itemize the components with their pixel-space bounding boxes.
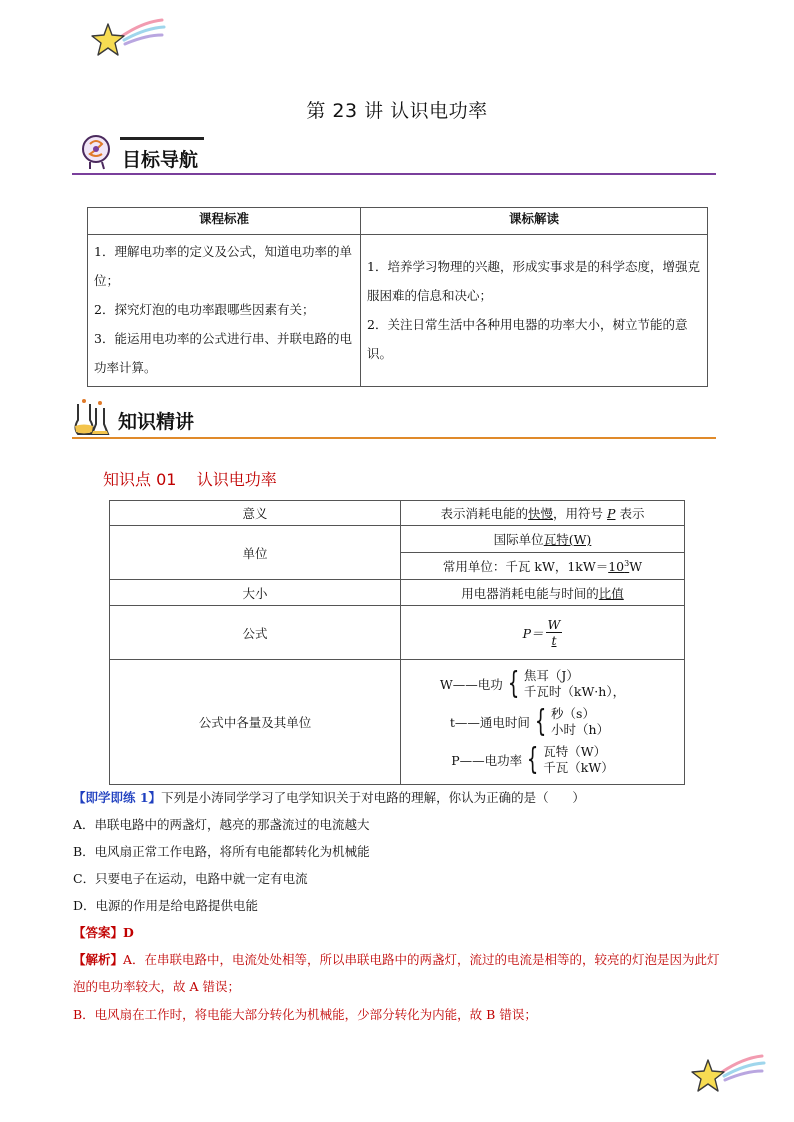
unit-label: 单位 — [110, 526, 401, 580]
unit-second: 秒（s） — [551, 706, 595, 721]
goal-table-header-interpretation: 课标解读 — [361, 208, 708, 235]
unit-intl-name-b: W) — [573, 532, 592, 547]
unit-joule: 焦耳（J） — [523, 668, 579, 683]
star-decoration-icon — [688, 1050, 768, 1096]
unit-hour: 小时（h） — [551, 722, 610, 737]
goal-table-standards-cell — [88, 235, 361, 387]
meaning-value — [401, 501, 685, 526]
quantities-label: 公式中各量及其单位 — [110, 660, 401, 785]
unit-common-unit: W — [629, 559, 643, 574]
size-value — [401, 580, 685, 606]
goal-table-header-standard: 课程标准 — [88, 208, 361, 235]
knowledge-section-label: 知识精讲 — [118, 411, 195, 433]
goal-section-label: 目标导航 — [122, 149, 199, 171]
knowledge-point-title: 知识点 01 认识电功率 — [103, 470, 277, 489]
goal-section-rule — [72, 173, 716, 175]
standard-item: 1．理解电功率的定义及公式，知道电功率的单位； — [94, 244, 352, 288]
goal-section-label-bg — [120, 137, 204, 140]
unit-intl-text: 国际单位 — [493, 532, 544, 547]
formula-numerator: W — [547, 617, 561, 632]
exercise-question-text: 下列是小涛同学学习了电学知识关于对电路的理解，你认为正确的是（ ） — [161, 790, 585, 805]
exercise-option-b: B．电风扇正常工作电路，将所有电能都转化为机械能 — [73, 844, 370, 859]
size-keyword: 比值 — [598, 585, 624, 601]
unit-common-value — [608, 559, 629, 574]
meaning-text-c: ，用符号 — [553, 506, 604, 521]
quantity-t-row — [375, 706, 684, 738]
meaning-text-e: 表示 — [619, 506, 645, 521]
exercise-option-a: A．串联电路中的两盏灯，越亮的那盏流过的电流越大 — [73, 817, 370, 832]
unit-common-exponent: 3 — [624, 558, 630, 568]
quantity-t-name: t——通电时间 — [449, 715, 530, 730]
unit-common-base: 10 — [608, 559, 625, 574]
size-text: 用电器消耗电能与时间的 — [461, 585, 599, 601]
quantity-t-units — [551, 706, 609, 738]
unit-watt: 瓦特（W） — [543, 744, 607, 759]
exercise-analysis-a — [73, 946, 723, 1000]
meaning-keyword: 快慢 — [528, 506, 554, 521]
flask-icon — [70, 398, 112, 438]
unit-kilowatt: 千瓦（kW） — [543, 760, 614, 775]
exercise-tag: 【即学即练 1】 — [73, 790, 162, 805]
standard-item: 3．能运用电功率的公式进行串、并联电路的电功率计算。 — [94, 331, 352, 375]
formula-denominator: t — [551, 633, 557, 648]
exercise-analysis-b: B．电风扇在工作时，将电能大部分转化为机械能，少部分转化为内能，故 B 错误； — [73, 1007, 537, 1022]
brace-icon: { — [534, 704, 547, 739]
exercise-question — [73, 784, 585, 811]
analysis-tag: 【解析】 — [73, 952, 124, 967]
knowledge-table — [109, 500, 685, 785]
meaning-label: 意义 — [110, 501, 401, 526]
unit-intl-name-a: 瓦特( — [543, 532, 574, 547]
goal-table-interpretation-cell — [361, 235, 708, 387]
interpretation-item: 1．培养学习物理的兴趣，形成实事求是的科学态度，增强克服困难的信息和决心； — [367, 258, 700, 303]
quantity-p-units — [543, 744, 613, 776]
standard-item: 2．探究灯泡的电功率跟哪些因素有关； — [94, 302, 315, 317]
unit-common — [401, 553, 685, 580]
size-label: 大小 — [110, 580, 401, 606]
quantity-p-row — [381, 744, 684, 776]
knowledge-section-rule — [72, 437, 716, 439]
exercise-option-d: D．电源的作用是给电路提供电能 — [73, 898, 259, 913]
unit-international — [401, 526, 685, 553]
unit-kwh: 千瓦时（kW·h）， — [523, 684, 626, 699]
formula-label: 公式 — [110, 606, 401, 660]
exercise-option-c: C．只要电子在运动，电路中就一定有电流 — [73, 871, 308, 886]
meaning-symbol: P — [607, 506, 616, 521]
brace-icon: { — [507, 666, 520, 701]
quantity-w-units — [524, 668, 625, 700]
analysis-a-text: A．在串联电路中，电流处处相等，所以串联电路中的两盏灯，流过的电流是相等的，较亮的灯泡是因为此灯泡的电功率较大，故 A 错误； — [73, 952, 720, 994]
formula-lhs: P＝ — [522, 625, 544, 641]
unit-intl-name — [544, 532, 592, 547]
formula-value — [401, 606, 685, 660]
quantity-w-name: W——电功 — [439, 677, 503, 692]
quantity-p-name: P——电功率 — [451, 753, 523, 768]
interpretation-item: 2．关注日常生活中各种用电器的功率大小，树立节能的意识。 — [367, 316, 688, 361]
quantities-value — [401, 660, 685, 785]
meaning-text-a: 表示消耗电能的 — [440, 506, 529, 521]
goal-table — [87, 207, 708, 387]
quantity-w-row — [381, 668, 684, 700]
page-title: 第 23 讲 认识电功率 — [306, 100, 488, 122]
unit-common-text: 常用单位：千瓦 kW，1kW＝ — [442, 559, 609, 574]
star-decoration-icon — [88, 14, 168, 60]
exercise-answer: 【答案】D — [73, 925, 134, 940]
brain-icon — [78, 132, 118, 172]
brace-icon: { — [527, 742, 539, 777]
